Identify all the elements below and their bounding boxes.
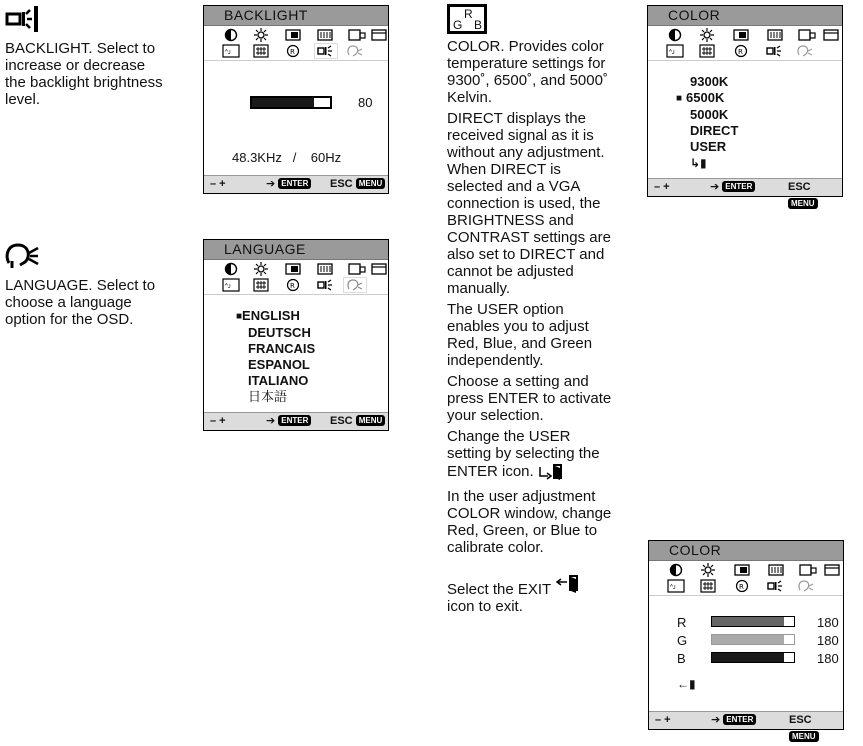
blue-level-fill [712,653,784,662]
exit-icon[interactable]: ←▮ [677,677,696,691]
blue-level-bar[interactable] [711,652,795,663]
position-icon[interactable] [348,262,366,276]
position-icon[interactable] [348,28,366,42]
osd-color-user-window [648,540,844,741]
osd-footer [204,175,388,193]
esc-key: ESC MENU [789,712,843,746]
blue-value: 180 [817,651,839,666]
brightness-icon[interactable] [698,28,716,42]
language-small-icon[interactable] [797,579,815,593]
osd-backlight-window [203,5,389,194]
blue-label: B [677,651,686,666]
color-option-direct[interactable]: DIRECT [690,123,739,138]
backlight-level-bar[interactable] [250,96,332,109]
backlight-value: 80 [358,95,373,110]
enter-inline-icon [538,462,568,482]
color-list [676,74,842,171]
osd-icon-bar [204,260,388,295]
osd-footer [204,412,388,430]
size-icon[interactable] [316,262,334,276]
language-option-deutsch[interactable]: DEUTSCH [248,325,311,340]
backlight-small-icon[interactable] [317,44,335,58]
svg-text:R: R [739,583,744,591]
adjust-keys: – + [210,415,226,427]
svg-text:ᴬᴊ: ᴬᴊ [669,48,675,56]
red-label: R [677,615,687,630]
tuning-icon[interactable] [699,579,717,593]
language-small-icon[interactable] [346,44,364,58]
brightness-icon[interactable] [252,262,270,276]
auto-adjust-icon[interactable] [666,44,684,58]
osd-settings-icon[interactable] [370,28,388,42]
osd-title: COLOR [648,6,842,26]
contrast-icon[interactable] [222,28,240,42]
contrast-icon[interactable] [222,262,240,276]
language-small-icon[interactable] [796,44,814,58]
osd-color-window [647,5,843,208]
color-option-5000k[interactable]: 5000K [690,107,729,122]
osd-title: LANGUAGE [204,240,388,260]
adjust-keys: – + [655,714,671,726]
backlight-small-icon[interactable] [767,579,785,593]
color-icon [447,4,487,34]
backlight-icon [5,4,41,34]
language-option-japanese[interactable]: 日本語 [248,389,288,404]
contrast-icon[interactable] [666,28,684,42]
frequency-readout [232,150,341,165]
auto-adjust-icon[interactable] [667,579,685,593]
language-icon [5,241,39,269]
exit-inline-icon [555,574,585,596]
color-icon-b: B [474,18,483,32]
osd-icon-bar [649,561,843,596]
color-icon-r: R [464,7,473,21]
svg-text:ᴬᴊ: ᴬᴊ [670,583,676,591]
h-frequency: 48.3KHz [232,150,282,165]
green-level-fill [712,635,784,644]
position-icon[interactable] [799,563,817,577]
language-description: LANGUAGE. Select to choose a language option for the OSD. [5,277,156,328]
language-small-icon[interactable] [346,278,364,292]
esc-key: ESC MENU [330,413,385,430]
backlight-description: BACKLIGHT. Select to increase or decrease the backlight brightness level. [5,40,163,108]
svg-text:R: R [738,48,743,56]
color-option-9300k[interactable]: 9300K [690,74,729,89]
language-option-english[interactable]: ■ENGLISH [236,308,300,323]
svg-text:ᴬᴊ: ᴬᴊ [225,282,231,290]
size-icon[interactable] [316,28,334,42]
green-value: 180 [817,633,839,648]
osd-title: BACKLIGHT [204,6,388,26]
v-frequency: 60Hz [310,150,342,165]
brightness-icon[interactable] [699,563,717,577]
svg-text:R: R [290,48,295,56]
osd-title: COLOR [649,541,843,561]
auto-adjust-icon[interactable] [222,278,240,292]
backlight-small-icon[interactable] [317,278,335,292]
tuning-icon[interactable] [252,44,270,58]
reset-icon[interactable] [732,44,750,58]
osd-settings-icon[interactable] [822,28,840,42]
size-icon[interactable] [767,563,785,577]
backlight-level-fill [252,98,314,107]
osd-icon-bar [648,26,842,61]
color-para-1: COLOR. Provides color temperature settings for 9300˚, 6500˚, and 5000˚ Kelvin. [447,38,608,106]
hposition-icon[interactable] [733,563,751,577]
green-level-bar[interactable] [711,634,795,645]
frequency-separator: / [292,150,297,165]
language-option-italiano[interactable]: ITALIANO [248,373,309,388]
enter-key: ➔ ENTER [711,712,756,729]
language-list [236,308,388,405]
color-description [447,38,647,615]
color-para-4: Choose a setting and press ENTER to activate your selection. [447,373,612,424]
color-para-3: The USER option enables you to adjust Red, Blue, and Green independently. [447,301,593,369]
enter-icon[interactable]: ↳▮ [690,156,707,170]
reset-icon[interactable] [284,278,302,292]
reset-icon[interactable] [733,579,751,593]
hposition-icon[interactable] [284,262,302,276]
svg-text:ᴬᴊ: ᴬᴊ [225,48,231,56]
selected-marker: ■ [676,93,683,104]
green-label: G [677,633,688,648]
backlight-small-icon[interactable] [766,44,784,58]
red-value: 180 [817,615,839,630]
position-icon[interactable] [798,28,816,42]
color-para-5: Change the USER setting by selecting the ENTER icon. [447,428,600,480]
selected-marker: ■ [236,311,243,322]
hposition-icon[interactable] [732,28,750,42]
enter-key: ➔ ENTER [710,179,755,196]
esc-key: ESC MENU [330,176,385,193]
language-option-espanol[interactable]: ESPANOL [248,357,310,372]
color-para-7: Select the EXIT icon to exit. [447,574,647,615]
color-icon-g: G [453,18,463,32]
osd-footer [649,711,843,741]
svg-text:R: R [290,282,295,290]
osd-settings-icon[interactable] [370,262,388,276]
red-level-fill [712,617,784,626]
red-level-bar[interactable] [711,616,795,627]
osd-icon-bar [204,26,388,61]
size-icon[interactable] [766,28,784,42]
color-para-6: In the user adjustment COLOR window, change Red, Green, or Blue to calibrate color. [447,488,612,556]
enter-key: ➔ ENTER [266,176,311,193]
color-para-2: DIRECT displays the received signal as it is without any adjustment. When DIRECT is selected and a VGA connection is used, the BRIGHTNESS and CONTRAST settings are also set to DIRECT and cannot be adjusted manually. [447,110,611,297]
language-option-francais[interactable]: FRANCAIS [248,341,316,356]
esc-key: ESC MENU [788,179,842,213]
contrast-icon[interactable] [667,563,685,577]
color-option-user[interactable]: USER [690,139,727,154]
osd-footer [648,178,842,208]
osd-language-window [203,239,389,431]
brightness-icon[interactable] [252,28,270,42]
enter-key: ➔ ENTER [266,413,311,430]
adjust-keys: – + [210,178,226,190]
osd-settings-icon[interactable] [823,563,841,577]
hposition-icon[interactable] [284,28,302,42]
tuning-icon[interactable] [698,44,716,58]
tuning-icon[interactable] [252,278,270,292]
adjust-keys: – + [654,181,670,193]
color-option-6500k[interactable]: ■ 6500K [676,90,725,105]
reset-icon[interactable] [284,44,302,58]
auto-adjust-icon[interactable] [222,44,240,58]
